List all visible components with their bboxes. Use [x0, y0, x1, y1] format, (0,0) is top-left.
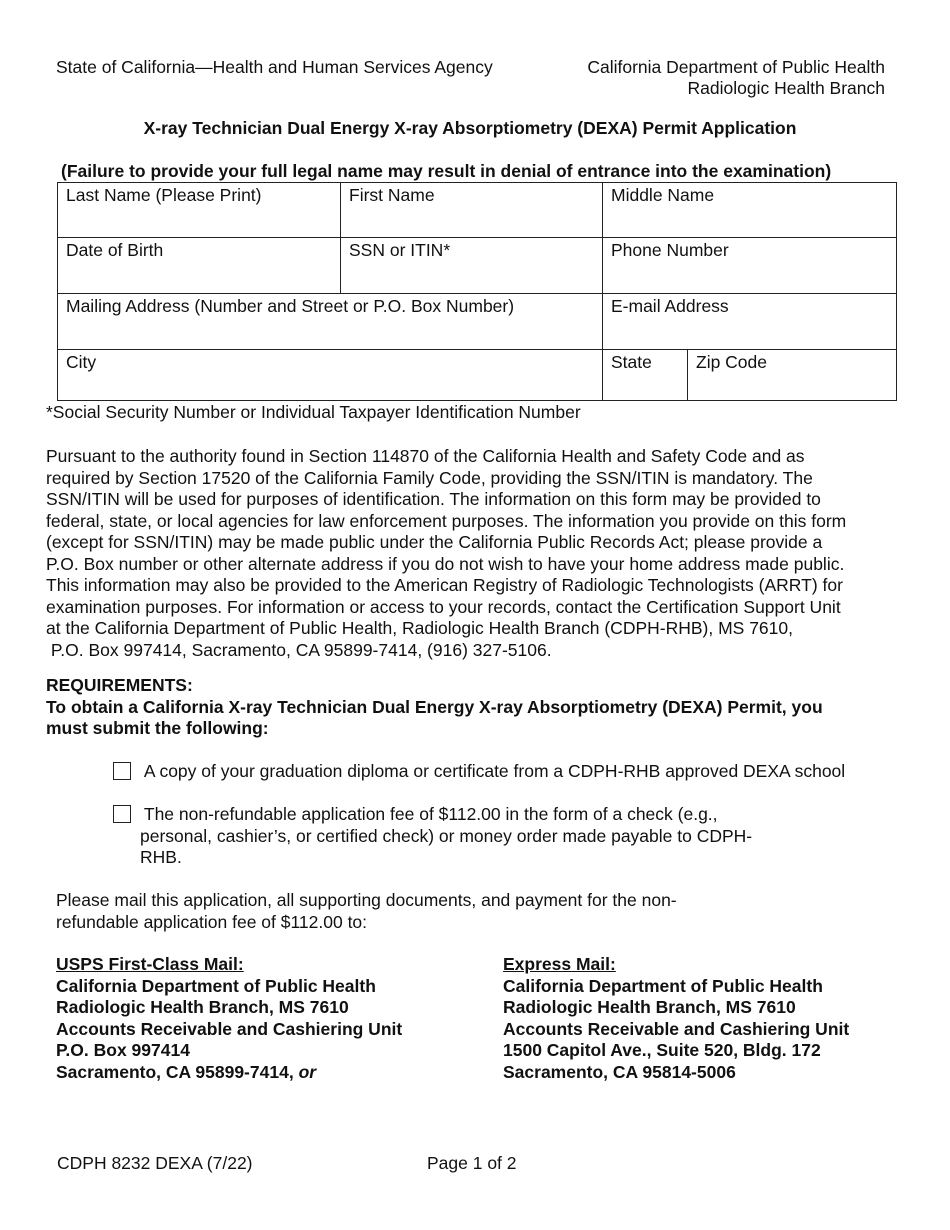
- state-field[interactable]: [603, 350, 688, 401]
- fee-requirement-line: RHB.: [140, 847, 182, 867]
- requirements-intro-line: must submit the following:: [46, 718, 269, 738]
- privacy-line: P.O. Box 997414, Sacramento, CA 95899-7414, (916) 327-5106.: [46, 639, 552, 660]
- express-heading: Express Mail:: [503, 954, 616, 974]
- name-warning: (Failure to provide your full legal name may result in denial of entrance into the examination): [61, 161, 832, 181]
- branch-name: Radiologic Health Branch: [687, 78, 885, 98]
- privacy-line: Pursuant to the authority found in Section 114870 of the California Health and Safety Code and as: [46, 446, 805, 466]
- usps-address-line: Accounts Receivable and Cashiering Unit: [56, 1018, 403, 1039]
- last-name-label: Last Name (Please Print): [66, 185, 262, 205]
- first-name-label: First Name: [349, 185, 435, 205]
- usps-address-line: Radiologic Health Branch, MS 7610: [56, 997, 349, 1017]
- city-label: City: [66, 352, 97, 372]
- privacy-line: (except for SSN/ITIN) may be made public under the California Public Records Act; please provide a: [46, 532, 823, 552]
- page-title: X-ray Technician Dual Energy X-ray Absorptiometry (DEXA) Permit Application: [143, 118, 797, 138]
- privacy-line: This information may also be provided to the American Registry of Radiologic Technologists (ARRT) for: [46, 575, 843, 595]
- zip-label: Zip Code: [696, 352, 768, 372]
- usps-address-line: California Department of Public Health: [56, 975, 376, 996]
- express-address-line: Accounts Receivable and Cashiering Unit: [503, 1018, 850, 1039]
- middle-name-field[interactable]: [603, 183, 897, 238]
- ssn-field[interactable]: [341, 238, 603, 294]
- requirement-item-fee: [113, 804, 833, 869]
- diploma-checkbox[interactable]: [113, 762, 131, 780]
- usps-address-line: P.O. Box 997414: [56, 1040, 190, 1060]
- express-address-line: Radiologic Health Branch, MS 7610: [503, 997, 796, 1017]
- usps-heading: USPS First-Class Mail:: [56, 954, 244, 974]
- ssn-label: SSN or ITIN*: [349, 240, 451, 260]
- zip-field[interactable]: [688, 350, 897, 401]
- requirements-section: [46, 675, 823, 740]
- email-field[interactable]: [603, 294, 897, 350]
- dob-label: Date of Birth: [66, 240, 164, 260]
- fee-checkbox[interactable]: [113, 805, 131, 823]
- privacy-line: SSN/ITIN will be used for purposes of identification. The information on this form may be provided to: [46, 489, 821, 509]
- form-id: CDPH 8232 DEXA (7/22): [57, 1153, 253, 1173]
- requirements-heading: REQUIREMENTS:: [46, 675, 193, 695]
- applicant-info-table: [57, 182, 897, 401]
- fee-requirement-line: personal, cashier’s, or certified check) or money order made payable to CDPH-: [140, 825, 753, 846]
- agency-name: State of California—Health and Human Services Agency: [56, 57, 493, 77]
- phone-label: Phone Number: [611, 240, 729, 260]
- requirement-item-diploma: [113, 761, 845, 783]
- usps-address-block: [56, 954, 402, 1083]
- mail-instructions-line: Please mail this application, all supporting documents, and payment for the non-: [56, 890, 677, 910]
- express-address-line: 1500 Capitol Ave., Suite 520, Bldg. 172: [503, 1040, 821, 1060]
- last-name-field[interactable]: [58, 183, 341, 238]
- department-name: California Department of Public Health: [587, 57, 885, 77]
- diploma-requirement-text: A copy of your graduation diploma or certificate from a CDPH-RHB approved DEXA school: [143, 761, 846, 781]
- privacy-line: P.O. Box number or other alternate address if you do not wish to have your home address made public.: [46, 553, 845, 574]
- ssn-footnote: *Social Security Number or Individual Taxpayer Identification Number: [46, 402, 581, 422]
- middle-name-label: Middle Name: [611, 185, 715, 205]
- department-block: [587, 57, 885, 99]
- privacy-line: required by Section 17520 of the California Family Code, providing the SSN/ITIN is mandatory. The: [46, 467, 813, 488]
- state-label: State: [611, 352, 652, 372]
- email-label: E-mail Address: [611, 296, 729, 316]
- requirements-intro-line: To obtain a California X-ray Technician Dual Energy X-ray Absorptiometry (DEXA) Permit, you: [46, 696, 823, 717]
- express-address-line: California Department of Public Health: [503, 975, 823, 996]
- privacy-statement: [46, 446, 926, 661]
- dob-field[interactable]: [58, 238, 341, 294]
- privacy-line: at the California Department of Public Health, Radiologic Health Branch (CDPH-RHB), MS 7610,: [46, 618, 793, 638]
- first-name-field[interactable]: [341, 183, 603, 238]
- city-field[interactable]: [58, 350, 603, 401]
- express-address-block: [503, 954, 849, 1083]
- fee-requirement-line: The non-refundable application fee of $112.00 in the form of a check (e.g.,: [143, 804, 718, 824]
- mail-instructions-line: refundable application fee of $112.00 to:: [56, 911, 368, 932]
- usps-city-line: Sacramento, CA 95899-7414,: [56, 1061, 294, 1082]
- express-address-line: Sacramento, CA 95814-5006: [503, 1061, 736, 1082]
- usps-address-line: [56, 1062, 402, 1084]
- mailing-address-label: Mailing Address (Number and Street or P.O. Box Number): [66, 296, 515, 316]
- page-number: Page 1 of 2: [427, 1153, 517, 1173]
- phone-field[interactable]: [603, 238, 897, 294]
- mail-instructions: [56, 890, 677, 933]
- privacy-line: examination purposes. For information or access to your records, contact the Certification Support Unit: [46, 596, 841, 617]
- mailing-address-field[interactable]: [58, 294, 603, 350]
- usps-or-text: or: [298, 1061, 317, 1082]
- privacy-line: federal, state, or local agencies for law enforcement purposes. The information you provide on this form: [46, 510, 847, 531]
